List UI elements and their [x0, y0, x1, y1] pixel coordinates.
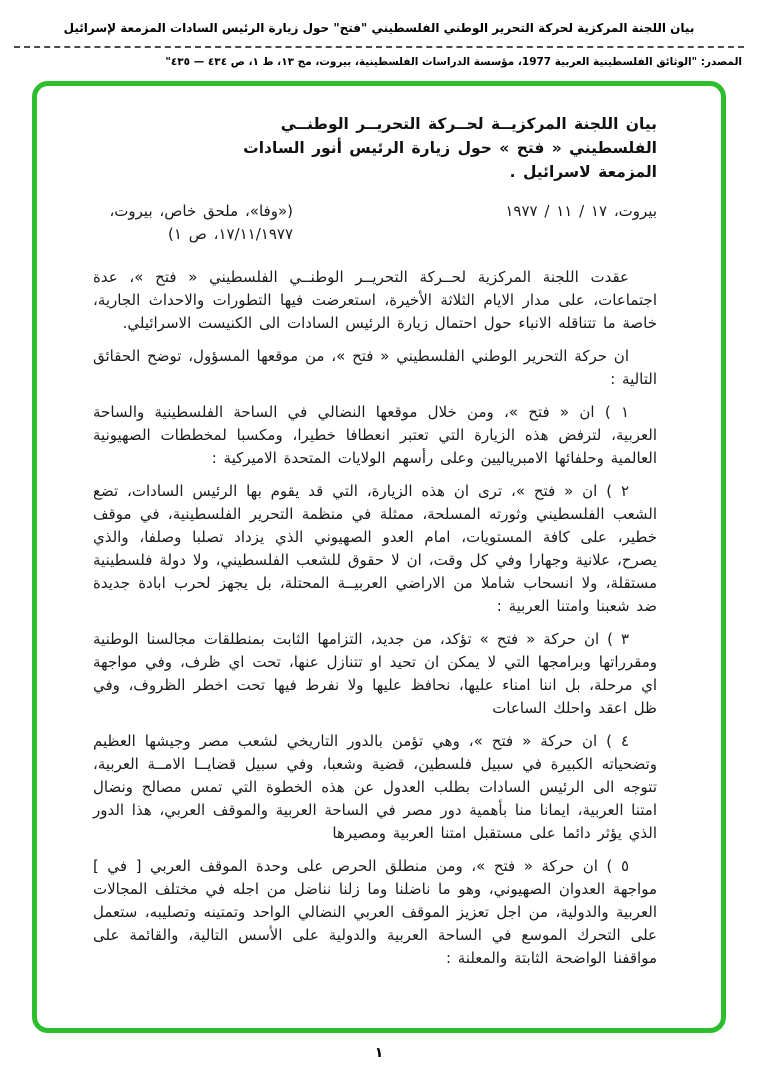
page-number: ١	[374, 1045, 384, 1061]
document-title-line: المزمعة لاسرائيل .	[509, 163, 657, 181]
document-paragraph: ٢ ) ان « فتح »، ترى ان هذه الزيارة، التي قد يقوم بها الرئيس السادات، تضع الشعب الفلسطيني وثورته المسلحة، ممثلة في منظمة التحرير الفلسطينية، في موقف خطير، على كافة المستويات، امام العدو الصهيوني الذي يزداد تصلبا وصلفا، والذي يصرح، علانية وجهارا وفي كل وقت، ان لا حقوق للشعب الفلسطيني، ولا دولة فلسطينية مستقلة، ولا انسحاب شاملا من الاراضي العربيــة المحتلة، بل يجهز لحرب ابادة جديدة ضد شعبنا وامتنا العربية :	[93, 482, 657, 615]
document-paragraph: عقدت اللجنة المركزية لحــركة التحريــر الوطنــي الفلسطيني « فتح »، عدة اجتماعات، على مدار الايام الثلاثة الأخيرة، استعرضت فيها التطورات والاحداث الجارية، خاصة ما تتناقله الانباء حول احتمال زيارة الرئيس السادات الى الكنيست الاسرائيلي.	[93, 268, 657, 332]
green-frame	[32, 81, 726, 1033]
document-paragraph: ٣ ) ان حركة « فتح » تؤكد، من جديد، التزامها الثابت بمنطلقات مجالسنا الوطنية ومقرراتها وبرامجها التي لا يمكن ان تحيد او تتنازل عنها، تحت اي ظرف، وفي مواجهة اي مرحلة، بل اننا امناء عليها، نحافظ عليها ولا نفرط فيها تحت اخطر الظروف، وفي ظل اعقد واحلك الساعات	[93, 630, 657, 717]
dateline	[93, 200, 657, 246]
document-paragraph: ١ ) ان « فتح »، ومن خلال موقعها النضالي في الساحة الفلسطينية والساحة العربية، لترفض هذه الزيارة التي تعتبر انعطافا خطيرا، ومكسبا لمخططات الصهيونية العالمية وحلفائها الامبرياليين وعلى رأسهم الولايات المتحدة الاميركية :	[93, 403, 657, 467]
dateline-city-date: بيروت، ١٧ / ١١ / ١٩٧٧	[505, 202, 657, 220]
dateline-agency-note: («وفا»، ملحق خاص، بيروت، ١٧/١١/١٩٧٧، ص ١)	[109, 202, 293, 243]
scanned-document	[93, 112, 657, 970]
document-paragraph: ان حركة التحرير الوطني الفلسطيني « فتح »، من موقعها المسؤول، توضح الحقائق التالية :	[93, 347, 657, 388]
source-line: المصدر: "الوثائق الفلسطينية العربية 1977، مؤسسة الدراسات الفلسطينية، بيروت، مج ١٣، ط ١، ص ٤٣٤ — ٤٣٥"	[165, 56, 742, 68]
header-title: بيان اللجنة المركزية لحركة التحرير الوطني الفلسطيني "فتح" حول زيارة الرئيس السادات المزمعة لإسرائيل	[63, 21, 695, 35]
document-paragraph: ٥ ) ان حركة « فتح »، ومن منطلق الحرص على وحدة الموقف العربي [ في ] مواجهة العدوان الصهيوني، وهو ما ناضلنا وما زلنا نناضل من اجله في مختلف المجالات العربية والدولية، من اجل تعزيز الموقف العربي النضالي الواحد وتمتينه وتصليبه، ستعمل على التحرك الموسع في الساحة العربية والدولية على الأسس التالية، والقائمة على مواقفنا الواضحة الثابتة والمعلنة :	[93, 857, 657, 967]
document-title-line: بيان اللجنة المركزيــة لحــركة التحريــر الوطنــي	[280, 115, 657, 133]
header-separator	[14, 46, 744, 48]
document-title	[93, 112, 657, 184]
document-paragraph: ٤ ) ان حركة « فتح »، وهي تؤمن بالدور التاريخي لشعب مصر وجيشها العظيم وتضحياته الكبيرة في سبيل فلسطين، قضية وشعبا، وفي سبيل قضايــا الامــة العربية، تتوجه الى الرئيس السادات بطلب العدول عن هذه الخطوة التي تمس مصالح ونضال امتنا العربية، ايمانا منا بأهمية دور مصر في الساحة العربية والموقف العربي، هذا الدور الذي يؤثر دائما على مستقبل امتنا العربية ومصيرها	[93, 732, 657, 842]
document-title-line: الفلسطيني « فتح » حول زيارة الرئيس أنور السادات	[243, 139, 657, 157]
